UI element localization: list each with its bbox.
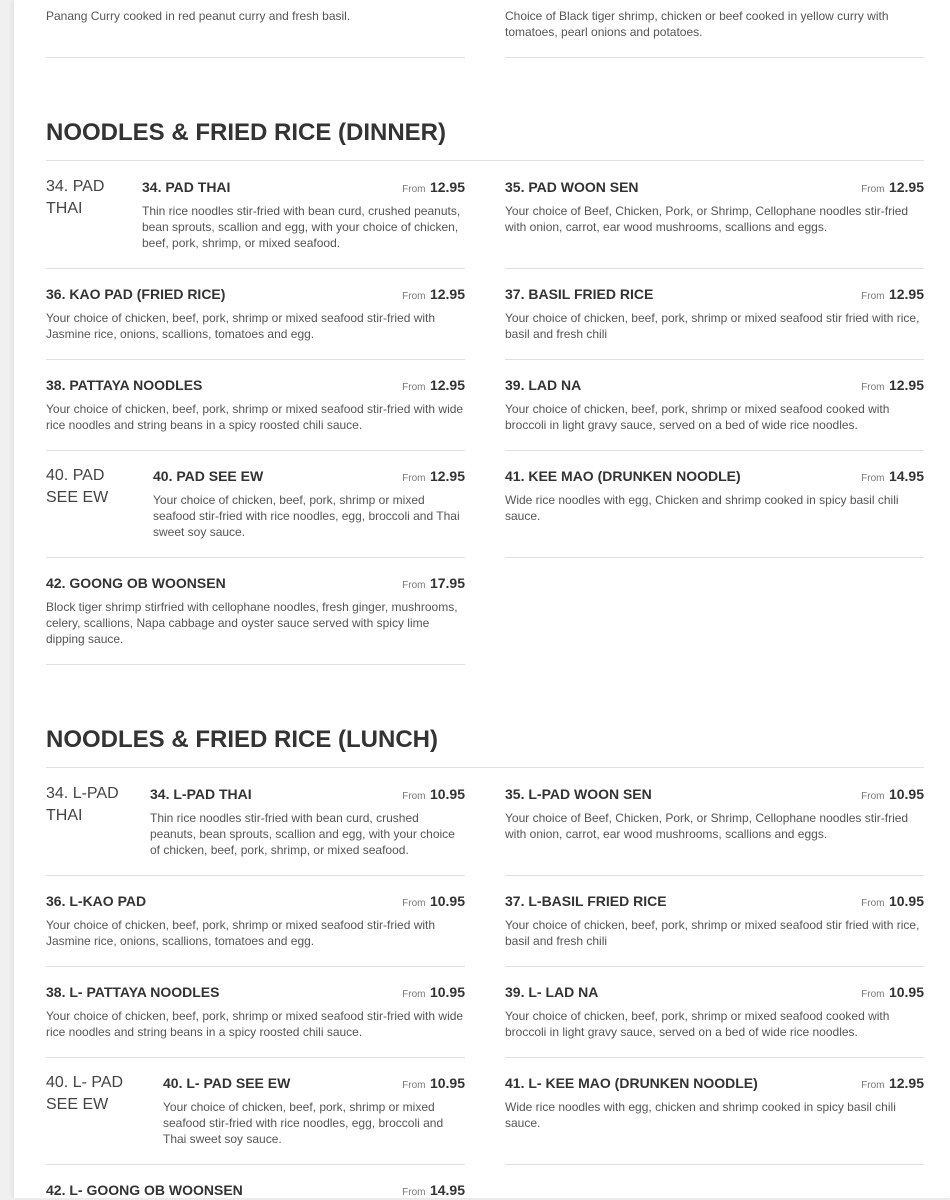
price-from-label: From [402, 580, 426, 591]
price-from-label: From [402, 473, 426, 484]
price-amount: 10.95 [429, 1075, 465, 1091]
menu-item-38-l-pattaya-noodles[interactable] [46, 975, 465, 1057]
item-price [402, 786, 465, 804]
divider [46, 57, 465, 58]
price-amount: 12.95 [429, 468, 465, 484]
menu-item-35-pad-woon-sen[interactable] [505, 170, 924, 268]
item-description: Your choice of Beef, Chicken, Pork, or Shrimp, Cellophane noodles stir-fried with onion, carrot, ear wood mushrooms, scallions and eggs. [505, 204, 909, 234]
price-from-label: From [402, 291, 426, 302]
item-description: Your choice of chicken, beef, pork, shrimp or mixed seafood stir-fried with rice noodles, egg, broccoli and Thai sweet soy sauce. [163, 1100, 444, 1146]
section-divider [46, 160, 924, 161]
item-image-placeholder: 34. PAD THAI [46, 178, 105, 217]
section-title-dinner: NOODLES & FRIED RICE (DINNER) [46, 119, 447, 146]
item-description: Your choice of chicken, beef, pork, shrimp or mixed seafood stir-fried with wide rice noodles and string beans in a spicy roosted chili sauce. [46, 402, 464, 432]
price-from-label: From [861, 989, 885, 1000]
menu-item-41-l-kee-mao[interactable] [505, 1066, 924, 1164]
menu-item-39-lad-na[interactable] [505, 368, 924, 450]
section-divider [46, 767, 924, 768]
item-price [402, 893, 465, 911]
price-from-label: From [861, 898, 885, 909]
item-name: 42. L- GOONG OB WOONSEN [46, 1182, 243, 1198]
item-description: Panang Curry cooked in red peanut curry and fresh basil. [46, 9, 351, 23]
item-description: Your choice of chicken, beef, pork, shrimp or mixed seafood stir-fried with rice noodles, egg, broccoli and Thai sweet soy sauce. [153, 493, 460, 539]
price-amount: 12.95 [888, 286, 924, 302]
price-from-label: From [402, 1080, 426, 1091]
item-price [402, 286, 465, 304]
menu-item-36-kao-pad[interactable] [46, 277, 465, 359]
price-amount: 10.95 [888, 893, 924, 909]
price-amount: 12.95 [429, 286, 465, 302]
item-description: Block tiger shrimp stirfried with cellophane noodles, fresh ginger, mushrooms, celery, scallions, Napa cabbage and oyster sauce served with spicy lime dipping sauce. [46, 600, 458, 646]
price-amount: 12.95 [429, 179, 465, 195]
price-amount: 10.95 [429, 893, 465, 909]
item-price [402, 1182, 465, 1200]
item-price [861, 984, 924, 1002]
price-amount: 10.95 [888, 786, 924, 802]
divider [46, 664, 465, 665]
item-description: Your choice of chicken, beef, pork, shrimp or mixed seafood stir fried with rice, basil and fresh chili [505, 918, 920, 948]
menu-item-40-pad-see-ew[interactable] [46, 459, 465, 557]
price-from-label: From [402, 898, 426, 909]
item-name: 37. L-BASIL FRIED RICE [505, 893, 667, 909]
price-amount: 17.95 [429, 575, 465, 591]
divider [46, 966, 465, 967]
price-amount: 10.95 [888, 984, 924, 1000]
item-description: Your choice of chicken, beef, pork, shrimp or mixed seafood stir fried with rice, basil and fresh chili [505, 311, 920, 341]
item-price [402, 1075, 465, 1093]
item-name: 42. GOONG OB WOONSEN [46, 575, 226, 591]
item-name: 36. L-KAO PAD [46, 893, 147, 909]
menu-item-42-l-goong-ob-woonsen[interactable] [46, 1173, 465, 1198]
item-price [861, 286, 924, 304]
item-description: Your choice of chicken, beef, pork, shrimp or mixed seafood stir-fried with wide rice noodles and string beans in a spicy roosted chili sauce. [46, 1009, 464, 1039]
price-from-label: From [402, 1187, 426, 1198]
item-description: Your choice of chicken, beef, pork, shrimp or mixed seafood cooked with broccoli in light gravy sauce, served on a bed of wide rice noodles. [505, 1009, 890, 1039]
item-image-placeholder: 34. L-PAD THAI [46, 785, 119, 824]
price-from-label: From [861, 1080, 885, 1091]
menu-item-34-l-pad-thai[interactable] [46, 777, 465, 875]
divider [505, 359, 924, 360]
item-name: 39. LAD NA [505, 377, 582, 393]
item-name: 37. BASIL FRIED RICE [505, 286, 654, 302]
item-description: Your choice of chicken, beef, pork, shrimp or mixed seafood stir-fried with Jasmine rice, onions, scallions, tomatoes and egg. [46, 918, 436, 948]
item-name: 39. L- LAD NA [505, 984, 599, 1000]
item-name: 34. PAD THAI [142, 179, 231, 195]
item-price [861, 179, 924, 197]
price-from-label: From [861, 473, 885, 484]
item-price [402, 984, 465, 1002]
menu-item-39-l-lad-na[interactable] [505, 975, 924, 1057]
divider [505, 450, 924, 451]
item-price [402, 575, 465, 593]
price-amount: 14.95 [888, 468, 924, 484]
item-name: 41. KEE MAO (DRUNKEN NOODLE) [505, 468, 741, 484]
item-price [861, 893, 924, 911]
item-price [402, 468, 465, 486]
price-from-label: From [861, 184, 885, 195]
item-name: 40. L- PAD SEE EW [163, 1075, 291, 1091]
price-from-label: From [861, 382, 885, 393]
item-price [861, 1075, 924, 1093]
item-description: Thin rice noodles stir-fried with bean curd, crushed peanuts, bean sprouts, scallion and egg, with your choice of chicken, beef, pork, shrimp, or mixed seafood. [142, 204, 461, 250]
item-price [402, 377, 465, 395]
menu-item-37-basil-fried-rice[interactable] [505, 277, 924, 359]
item-price [402, 179, 465, 197]
item-description: Your choice of Beef, Chicken, Pork, or Shrimp, Cellophane noodles stir-fried with onion, carrot, ear wood mushrooms, scallions and eggs. [505, 811, 909, 841]
price-from-label: From [402, 989, 426, 1000]
price-from-label: From [402, 184, 426, 195]
divider [505, 966, 924, 967]
item-name: 35. L-PAD WOON SEN [505, 786, 652, 802]
price-from-label: From [861, 791, 885, 802]
menu-item-36-l-kao-pad[interactable] [46, 884, 465, 966]
item-price [861, 468, 924, 486]
price-amount: 10.95 [429, 984, 465, 1000]
divider [505, 57, 924, 58]
item-description: Choice of Black tiger shrimp, chicken or beef cooked in yellow curry with tomatoes, pearl onions and potatoes. [505, 9, 889, 39]
item-description: Your choice of chicken, beef, pork, shrimp or mixed seafood stir-fried with Jasmine rice, onions, scallions, tomatoes and egg. [46, 311, 436, 341]
price-amount: 14.95 [429, 1182, 465, 1198]
menu-item-40-l-pad-see-ew[interactable] [46, 1066, 465, 1164]
menu-item-37-l-basil-fried-rice[interactable] [505, 884, 924, 966]
price-from-label: From [402, 791, 426, 802]
item-price [861, 377, 924, 395]
divider [46, 1164, 465, 1165]
item-image-placeholder: 40. L- PAD SEE EW [46, 1074, 124, 1113]
item-name: 36. KAO PAD (FRIED RICE) [46, 286, 226, 302]
divider [505, 1164, 924, 1165]
item-name: 40. PAD SEE EW [153, 468, 264, 484]
price-amount: 12.95 [429, 377, 465, 393]
section-title-lunch: NOODLES & FRIED RICE (LUNCH) [46, 726, 438, 753]
divider [505, 557, 924, 558]
item-description: Wide rice noodles with egg, Chicken and shrimp cooked in spicy basil chili sauce. [505, 493, 899, 523]
divider [505, 268, 924, 269]
menu-item-34-pad-thai[interactable] [46, 170, 465, 268]
menu-item-41-kee-mao[interactable] [505, 459, 924, 557]
divider [46, 875, 465, 876]
item-price [861, 786, 924, 804]
divider [46, 359, 465, 360]
item-name: 35. PAD WOON SEN [505, 179, 639, 195]
divider [505, 1057, 924, 1058]
divider [46, 557, 465, 558]
price-from-label: From [402, 382, 426, 393]
menu-item-35-l-pad-woon-sen[interactable] [505, 777, 924, 875]
item-description: Your choice of chicken, beef, pork, shrimp or mixed seafood cooked with broccoli in light gravy sauce, served on a bed of wide rice noodles. [505, 402, 890, 432]
price-amount: 12.95 [888, 1075, 924, 1091]
price-amount: 12.95 [888, 377, 924, 393]
item-name: 38. L- PATTAYA NOODLES [46, 984, 220, 1000]
item-image-placeholder: 40. PAD SEE EW [46, 467, 109, 506]
price-amount: 12.95 [888, 179, 924, 195]
item-description: Wide rice noodles with egg, chicken and shrimp cooked in spicy basil chili sauce. [505, 1100, 896, 1130]
divider [46, 268, 465, 269]
divider [505, 875, 924, 876]
item-name: 38. PATTAYA NOODLES [46, 377, 203, 393]
menu-page [14, 0, 950, 1198]
price-from-label: From [861, 291, 885, 302]
divider [46, 1057, 465, 1058]
menu-item-38-pattaya-noodles[interactable] [46, 368, 465, 450]
item-name: 41. L- KEE MAO (DRUNKEN NOODLE) [505, 1075, 758, 1091]
price-amount: 10.95 [429, 786, 465, 802]
divider [46, 450, 465, 451]
item-name: 34. L-PAD THAI [150, 786, 252, 802]
menu-item-42-goong-ob-woonsen[interactable] [46, 566, 465, 664]
item-description: Thin rice noodles stir-fried with bean curd, crushed peanuts, bean sprouts, scallion and egg, with your choice of chicken, beef, pork, shrimp, or mixed seafood. [150, 811, 455, 857]
